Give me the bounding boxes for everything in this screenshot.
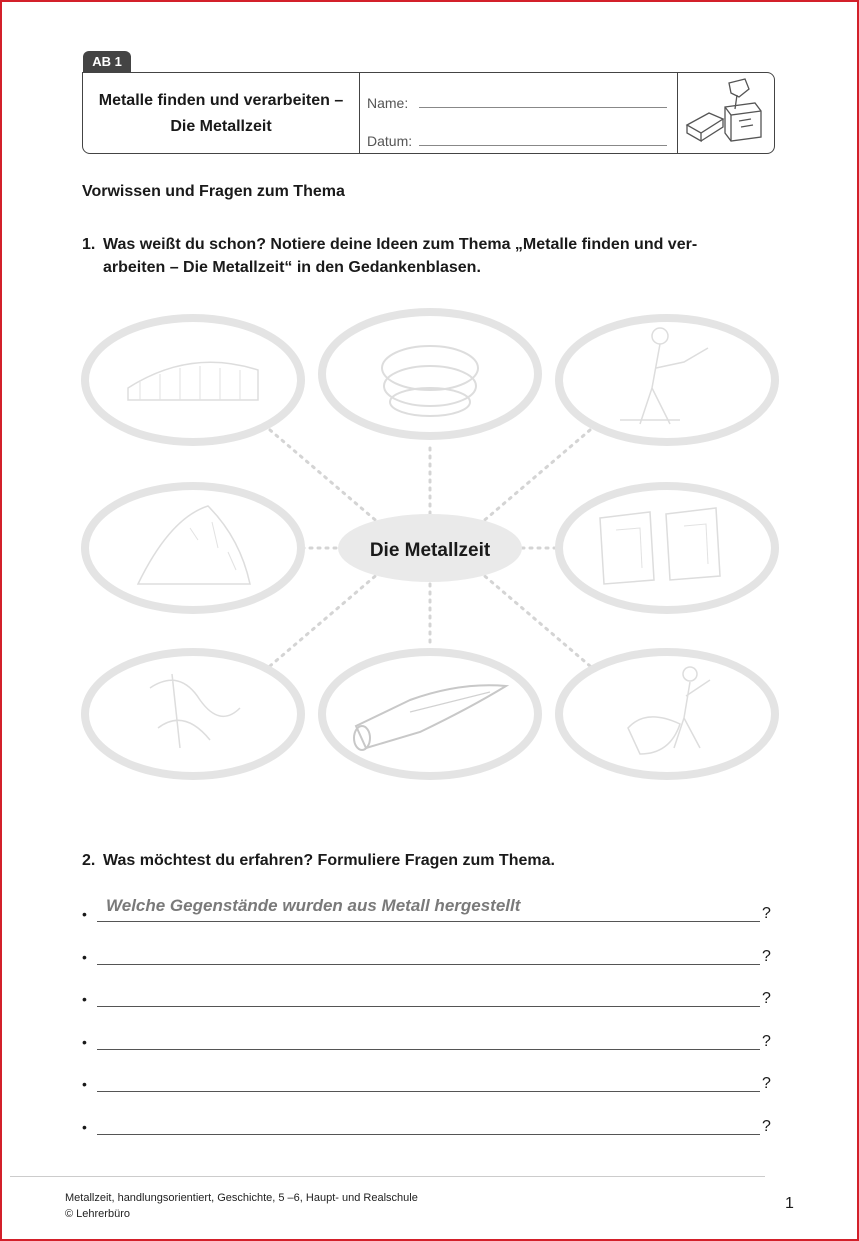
question-mark: ? [762, 905, 771, 922]
date-label: Datum: [367, 133, 413, 149]
title-line-1: Metalle finden und verarbeiten – [98, 92, 344, 109]
name-field[interactable] [367, 95, 667, 111]
bullet: • [82, 991, 87, 1007]
footer-divider [10, 1176, 765, 1177]
longhouse-icon [85, 318, 301, 442]
student-fields [359, 73, 678, 153]
footer-copyright: © Lehrerbüro [65, 1208, 130, 1220]
date-field[interactable] [367, 133, 667, 149]
answer-row[interactable] [82, 1115, 772, 1139]
bullet: • [82, 1076, 87, 1092]
worksheet-badge: AB 1 [83, 51, 131, 73]
question-2-text: Was möchtest du erfahren? Formuliere Fragen zum Thema. [103, 852, 555, 869]
question-1-line-1: Was weißt du schon? Notiere deine Ideen zum Thema „Metalle finden und ver- [103, 236, 698, 253]
spearhead-icon [322, 652, 538, 776]
page-number: 1 [785, 1195, 794, 1212]
metalworking-tools-icon [679, 75, 773, 151]
bronze-rings-icon [322, 312, 538, 436]
answer-text: Welche Gegenstände wurden aus Metall hergestellt [106, 896, 521, 915]
answer-line [97, 921, 760, 922]
question-mark: ? [762, 990, 771, 1007]
section-title: Vorwissen und Fragen zum Thema [82, 183, 345, 200]
question-mark: ? [762, 1075, 771, 1092]
bullet: • [82, 1034, 87, 1050]
date-line [419, 145, 667, 146]
answer-row[interactable] [82, 1030, 772, 1054]
bullet: • [82, 906, 87, 922]
question-mark: ? [762, 1033, 771, 1050]
trader-with-ox-icon [559, 652, 775, 776]
question-1 [82, 233, 772, 283]
answer-row[interactable] [82, 945, 772, 969]
answer-line [97, 964, 760, 965]
worksheet-header [82, 72, 775, 154]
question-mark: ? [762, 1118, 771, 1135]
answer-row[interactable] [82, 1072, 772, 1096]
question-1-text [103, 233, 763, 279]
question-2-number: 2. [82, 852, 96, 869]
footer-source: Metallzeit, handlungsorientiert, Geschichte, 5 –6, Haupt- und Realschule [65, 1192, 418, 1204]
bullet: • [82, 949, 87, 965]
question-2 [82, 849, 772, 873]
name-label: Name: [367, 95, 409, 111]
title-line-2: Die Metallzeit [170, 118, 272, 135]
mining-icon [85, 652, 301, 776]
footer [65, 1190, 418, 1222]
name-line [419, 107, 667, 108]
answer-line [97, 1049, 760, 1050]
answer-line [97, 1006, 760, 1007]
answer-row[interactable] [82, 987, 772, 1011]
answer-line [97, 1134, 760, 1135]
mindmap-center-label: Die Metallzeit [369, 540, 491, 561]
answer-line [97, 1091, 760, 1092]
casting-mold-icon [559, 486, 775, 610]
blacksmith-icon [559, 318, 775, 442]
question-1-number: 1. [82, 236, 96, 253]
bullet: • [82, 1119, 87, 1135]
question-1-line-2: arbeiten – Die Metallzeit“ in den Gedankenblasen. [103, 259, 481, 276]
worksheet-title [83, 73, 360, 153]
ore-heap-icon [85, 486, 301, 610]
question-mark: ? [762, 948, 771, 965]
mindmap-diagram [80, 308, 780, 788]
answer-row[interactable] [82, 896, 772, 926]
